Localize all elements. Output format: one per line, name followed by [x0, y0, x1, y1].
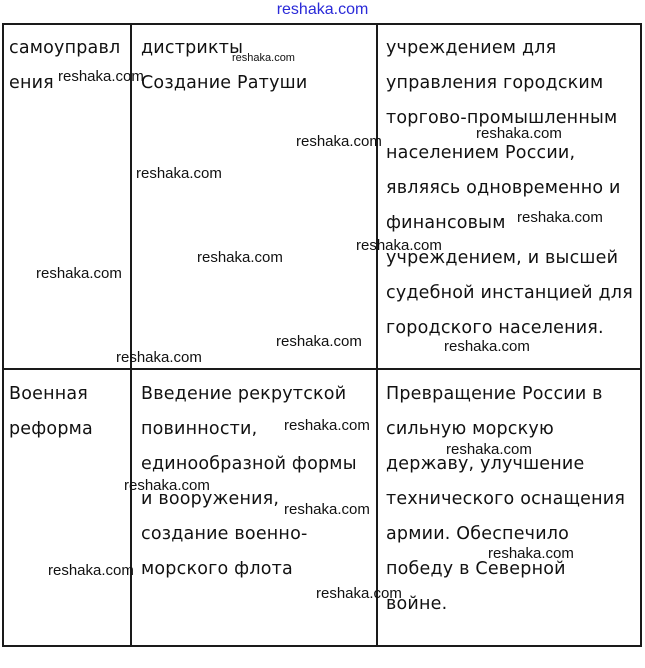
watermark: reshaka.com — [136, 165, 222, 182]
row1-col3-cell — [386, 31, 633, 346]
watermark: reshaka.com — [58, 68, 144, 85]
cell-line: Превращение России в — [386, 384, 603, 404]
cell-line: учреждением, и высшей — [386, 248, 619, 268]
table-border-top — [2, 23, 642, 25]
watermark: reshaka.com — [232, 52, 295, 64]
cell-line: торгово-промышленным — [386, 108, 618, 128]
cell-line: Создание Ратуши — [141, 73, 308, 93]
cell-line: дистрикты — [141, 38, 244, 58]
table-border-left — [2, 23, 4, 647]
cell-line: ения — [9, 73, 54, 93]
table-col-divider-1 — [130, 23, 132, 647]
cell-line: являясь одновременно и — [386, 178, 621, 198]
watermark: reshaka.com — [444, 338, 530, 355]
row2-col1-cell — [9, 377, 93, 447]
watermark-header[interactable]: reshaka.com — [276, 1, 369, 18]
cell-line: городского населения. — [386, 318, 604, 338]
watermark: reshaka.com — [517, 209, 603, 226]
watermark: reshaka.com — [116, 349, 202, 366]
cell-line: технического оснащения — [386, 489, 626, 509]
watermark: reshaka.com — [197, 249, 283, 266]
watermark: reshaka.com — [476, 125, 562, 142]
cell-line: войне. — [386, 594, 448, 614]
watermark: reshaka.com — [276, 333, 362, 350]
cell-line: Введение рекрутской — [141, 384, 347, 404]
cell-line: победу в Северной — [386, 559, 566, 579]
cell-line: единообразной формы — [141, 454, 357, 474]
watermark: reshaka.com — [488, 545, 574, 562]
watermark: reshaka.com — [296, 133, 382, 150]
cell-line: судебной инстанцией для — [386, 283, 633, 303]
watermark: reshaka.com — [316, 585, 402, 602]
cell-line: армии. Обеспечило — [386, 524, 570, 544]
cell-line: державу, улучшение — [386, 454, 585, 474]
cell-line: финансовым — [386, 213, 506, 233]
cell-line: Военная — [9, 384, 89, 404]
watermark: reshaka.com — [284, 417, 370, 434]
cell-line: сильную морскую — [386, 419, 554, 439]
cell-line: реформа — [9, 419, 93, 439]
table-row-divider — [2, 368, 642, 370]
cell-line: населением России, — [386, 143, 576, 163]
table-col-divider-2 — [376, 23, 378, 647]
cell-line: учреждением для — [386, 38, 557, 58]
table-border-bottom — [2, 645, 642, 647]
cell-line: и вооружения, — [141, 489, 280, 509]
watermark: reshaka.com — [48, 562, 134, 579]
cell-line: самоуправл — [9, 38, 121, 58]
table-border-right — [640, 23, 642, 647]
cell-line: повинности, — [141, 419, 258, 439]
watermark: reshaka.com — [356, 237, 442, 254]
cell-line: управления городским — [386, 73, 604, 93]
watermark: reshaka.com — [284, 501, 370, 518]
row1-col1-cell — [9, 31, 120, 101]
watermark: reshaka.com — [36, 265, 122, 282]
watermark: reshaka.com — [446, 441, 532, 458]
watermark: reshaka.com — [124, 477, 210, 494]
row2-col3-cell — [386, 377, 625, 622]
cell-line: морского флота — [141, 559, 293, 579]
row1-col2-cell — [141, 31, 307, 101]
cell-line: создание военно- — [141, 524, 308, 544]
